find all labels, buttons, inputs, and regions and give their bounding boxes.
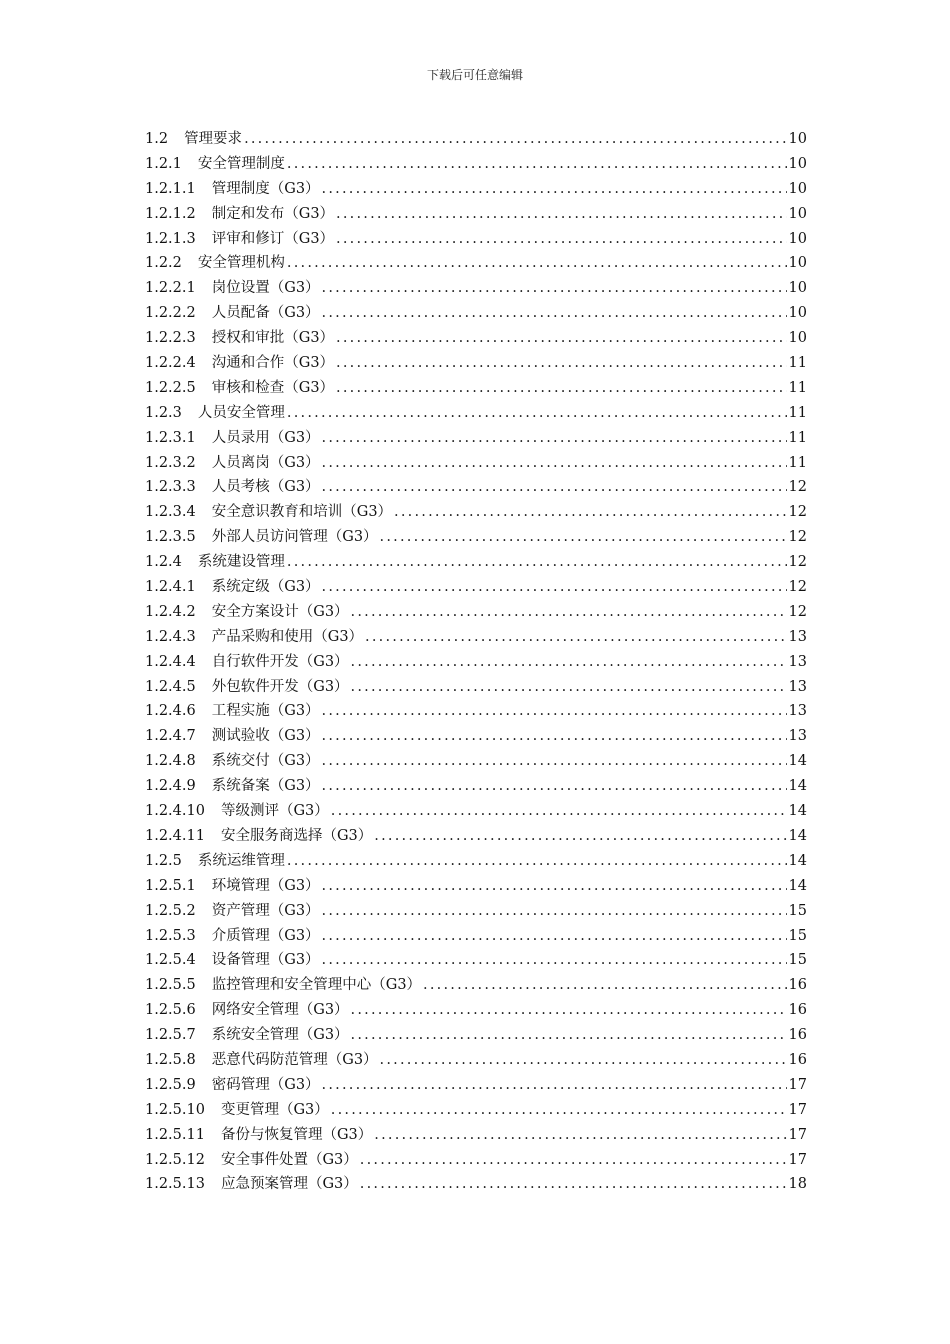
toc-dot-leader [336, 326, 787, 351]
toc-entry-title: 介质管理（G3） [211, 927, 320, 944]
toc-entry-title: 沟通和合作（G3） [211, 355, 335, 372]
toc-entry[interactable] [145, 799, 807, 824]
toc-entry-title: 应急预案管理（G3） [220, 1176, 358, 1193]
toc-entry-page: 11 [788, 379, 807, 396]
toc-entry[interactable] [145, 998, 807, 1023]
toc-entry-number: 1.2.4.11 [145, 827, 205, 844]
toc-entry[interactable] [145, 227, 807, 252]
toc-entry-number: 1.2.4.3 [145, 628, 196, 645]
toc-entry-title: 变更管理（G3） [220, 1101, 329, 1118]
toc-entry-title: 人员配备（G3） [211, 305, 320, 322]
toc-entry-title: 恶意代码防范管理（G3） [211, 1051, 378, 1068]
toc-entry[interactable] [145, 326, 807, 351]
toc-entry-title: 自行软件开发（G3） [211, 653, 349, 670]
toc-entry[interactable] [145, 774, 807, 799]
toc-entry-page: 11 [788, 454, 807, 471]
toc-entry[interactable] [145, 600, 807, 625]
toc-entry-page: 16 [788, 1051, 807, 1068]
toc-dot-leader [322, 177, 787, 202]
toc-entry-title: 系统建设管理 [197, 554, 285, 571]
toc-entry-number: 1.2.4.4 [145, 653, 196, 670]
toc-dot-leader [360, 1172, 787, 1197]
toc-entry[interactable] [145, 1073, 807, 1098]
toc-dot-leader [244, 127, 786, 152]
toc-dot-leader [322, 475, 787, 500]
toc-entry-number: 1.2.2.2 [145, 305, 196, 322]
toc-entry[interactable] [145, 202, 807, 227]
toc-entry-page: 11 [788, 429, 807, 446]
toc-entry-title: 安全管理机构 [197, 255, 285, 272]
toc-entry-title: 系统安全管理（G3） [211, 1027, 349, 1044]
toc-entry-number: 1.2 [145, 131, 169, 147]
toc-entry[interactable] [145, 973, 807, 998]
toc-entry[interactable] [145, 1098, 807, 1123]
toc-entry-page: 17 [788, 1151, 807, 1168]
toc-entry-number: 1.2.5.12 [145, 1151, 205, 1168]
toc-entry-page: 14 [788, 852, 807, 869]
toc-dot-leader [322, 724, 787, 749]
toc-dot-leader [322, 774, 787, 799]
toc-dot-leader [322, 749, 787, 774]
toc-entry[interactable] [145, 824, 807, 849]
toc-entry-page: 11 [788, 355, 807, 372]
toc-dot-leader [322, 451, 787, 476]
toc-entry-title: 设备管理（G3） [211, 952, 320, 969]
toc-entry-number: 1.2.5.11 [145, 1126, 205, 1143]
toc-entry-number: 1.2.5.7 [145, 1027, 196, 1044]
toc-dot-leader [374, 1123, 786, 1148]
toc-entry-page: 10 [788, 255, 807, 272]
toc-entry-page: 10 [788, 305, 807, 322]
toc-entry-page: 12 [788, 603, 807, 620]
toc-entry-page: 13 [788, 703, 807, 720]
toc-entry-title: 制定和发布（G3） [211, 205, 335, 222]
toc-entry[interactable] [145, 351, 807, 376]
toc-entry-title: 工程实施（G3） [211, 703, 320, 720]
toc-entry-title: 备份与恢复管理（G3） [220, 1126, 373, 1143]
toc-entry[interactable] [145, 899, 807, 924]
toc-entry[interactable] [145, 675, 807, 700]
toc-dot-leader [322, 924, 787, 949]
toc-entry-number: 1.2.1 [145, 155, 182, 172]
toc-entry-number: 1.2.5.10 [145, 1101, 205, 1118]
toc-dot-leader [287, 849, 787, 874]
toc-entry[interactable] [145, 724, 807, 749]
toc-entry-number: 1.2.3.2 [145, 454, 196, 471]
toc-entry-title: 环境管理（G3） [211, 877, 320, 894]
toc-entry-number: 1.2.4.10 [145, 803, 205, 820]
toc-entry-page: 13 [788, 678, 807, 695]
toc-dot-leader [380, 525, 787, 550]
toc-entry[interactable] [145, 475, 807, 500]
toc-dot-leader [322, 276, 787, 301]
toc-entry-number: 1.2.4.8 [145, 753, 196, 770]
toc-entry-page: 12 [788, 479, 807, 496]
toc-entry-number: 1.2.3.3 [145, 479, 196, 496]
toc-entry-number: 1.2.4.9 [145, 778, 196, 795]
toc-entry-title: 系统定级（G3） [211, 579, 320, 596]
toc-entry-number: 1.2.4.1 [145, 579, 196, 596]
toc-entry-title: 测试验收（G3） [211, 728, 320, 745]
toc-entry[interactable] [145, 1123, 807, 1148]
toc-entry-number: 1.2.5.13 [145, 1176, 205, 1193]
toc-entry-number: 1.2.5.8 [145, 1051, 196, 1068]
toc-dot-leader [322, 874, 787, 899]
toc-entry-page: 15 [788, 927, 807, 944]
toc-dot-leader [331, 799, 787, 824]
toc-entry-title: 人员考核（G3） [211, 479, 320, 496]
toc-dot-leader [322, 699, 787, 724]
toc-entry[interactable] [145, 699, 807, 724]
toc-entry-page: 17 [788, 1126, 807, 1143]
toc-entry[interactable] [145, 650, 807, 675]
toc-entry-number: 1.2.2.4 [145, 355, 196, 372]
toc-entry[interactable] [145, 127, 807, 152]
toc-entry[interactable] [145, 550, 807, 575]
toc-dot-leader [322, 575, 787, 600]
toc-entry-page: 17 [788, 1076, 807, 1093]
toc-dot-leader [322, 948, 787, 973]
toc-entry-number: 1.2.4.6 [145, 703, 196, 720]
toc-entry-page: 10 [788, 131, 807, 147]
toc-entry-title: 岗位设置（G3） [211, 280, 320, 297]
toc-dot-leader [351, 675, 787, 700]
toc-entry-title: 产品采购和使用（G3） [211, 628, 364, 645]
toc-entry[interactable] [145, 301, 807, 326]
toc-entry-title: 等级测评（G3） [220, 803, 329, 820]
toc-dot-leader [423, 973, 787, 998]
toc-entry[interactable] [145, 177, 807, 202]
toc-dot-leader [336, 227, 787, 252]
toc-entry-page: 14 [788, 877, 807, 894]
toc-entry-title: 授权和审批（G3） [211, 330, 335, 347]
toc-entry-number: 1.2.4.2 [145, 603, 196, 620]
toc-entry-number: 1.2.5 [145, 852, 182, 869]
toc-entry-page: 12 [788, 579, 807, 596]
toc-entry-number: 1.2.1.2 [145, 205, 196, 222]
toc-entry[interactable] [145, 152, 807, 177]
page-header: 下载后可任意编辑 [426, 68, 523, 82]
toc-entry-title: 安全服务商选择（G3） [220, 827, 373, 844]
toc-entry[interactable] [145, 1048, 807, 1073]
toc-dot-leader [360, 1148, 787, 1173]
toc-entry-title: 安全事件处置（G3） [220, 1151, 358, 1168]
toc-entry-title: 密码管理（G3） [211, 1076, 320, 1093]
toc-entry-title: 系统备案（G3） [211, 778, 320, 795]
toc-dot-leader [287, 550, 787, 575]
toc-entry-page: 12 [788, 529, 807, 546]
table-of-contents [145, 127, 807, 1197]
toc-entry-number: 1.2.2.1 [145, 280, 196, 297]
toc-entry[interactable] [145, 276, 807, 301]
toc-entry[interactable] [145, 924, 807, 949]
toc-entry-title: 管理要求 [184, 131, 243, 147]
toc-entry-number: 1.2.3 [145, 404, 182, 421]
toc-dot-leader [336, 351, 787, 376]
toc-entry-title: 网络安全管理（G3） [211, 1002, 349, 1019]
toc-entry-page: 11 [788, 404, 807, 421]
toc-entry-number: 1.2.5.4 [145, 952, 196, 969]
toc-entry-page: 10 [788, 230, 807, 247]
toc-entry-page: 10 [788, 155, 807, 172]
toc-entry-title: 监控管理和安全管理中心（G3） [211, 977, 422, 994]
toc-entry-number: 1.2.1.1 [145, 180, 196, 197]
toc-dot-leader [287, 401, 787, 426]
toc-dot-leader [394, 500, 787, 525]
toc-entry-page: 13 [788, 628, 807, 645]
toc-entry-number: 1.2.5.5 [145, 977, 196, 994]
toc-dot-leader [374, 824, 786, 849]
toc-entry-title: 审核和检查（G3） [211, 379, 335, 396]
toc-entry-page: 15 [788, 902, 807, 919]
toc-entry-page: 16 [788, 977, 807, 994]
toc-entry[interactable] [145, 525, 807, 550]
toc-entry-title: 资产管理（G3） [211, 902, 320, 919]
toc-entry-number: 1.2.3.4 [145, 504, 196, 521]
toc-dot-leader [351, 600, 787, 625]
toc-dot-leader [380, 1048, 787, 1073]
toc-dot-leader [336, 202, 787, 227]
toc-entry[interactable] [145, 251, 807, 276]
toc-entry-page: 12 [788, 554, 807, 571]
toc-entry-title: 系统交付（G3） [211, 753, 320, 770]
toc-entry-page: 14 [788, 753, 807, 770]
toc-dot-leader [365, 625, 787, 650]
toc-dot-leader [322, 426, 787, 451]
toc-entry[interactable] [145, 948, 807, 973]
toc-entry-page: 14 [788, 827, 807, 844]
toc-entry-number: 1.2.5.3 [145, 927, 196, 944]
toc-entry[interactable] [145, 849, 807, 874]
toc-entry-title: 安全管理制度 [197, 155, 285, 172]
toc-entry-number: 1.2.5.1 [145, 877, 196, 894]
toc-entry-title: 人员离岗（G3） [211, 454, 320, 471]
toc-dot-leader [351, 1023, 787, 1048]
toc-entry[interactable] [145, 426, 807, 451]
toc-entry[interactable] [145, 1172, 807, 1197]
toc-entry-page: 14 [788, 803, 807, 820]
toc-dot-leader [322, 1073, 787, 1098]
toc-dot-leader [351, 650, 787, 675]
toc-dot-leader [331, 1098, 787, 1123]
toc-entry[interactable] [145, 376, 807, 401]
toc-entry-number: 1.2.3.1 [145, 429, 196, 446]
toc-entry-page: 16 [788, 1002, 807, 1019]
toc-entry[interactable] [145, 575, 807, 600]
toc-entry-number: 1.2.3.5 [145, 529, 196, 546]
toc-entry-title: 评审和修订（G3） [211, 230, 335, 247]
toc-entry-title: 人员录用（G3） [211, 429, 320, 446]
toc-entry[interactable] [145, 451, 807, 476]
toc-entry[interactable] [145, 874, 807, 899]
toc-entry-page: 13 [788, 728, 807, 745]
toc-dot-leader [287, 251, 787, 276]
toc-entry-number: 1.2.2.5 [145, 379, 196, 396]
toc-entry-title: 管理制度（G3） [211, 180, 320, 197]
toc-entry-page: 14 [788, 778, 807, 795]
toc-entry-page: 16 [788, 1027, 807, 1044]
toc-entry-page: 10 [788, 280, 807, 297]
toc-dot-leader [336, 376, 787, 401]
toc-entry-page: 10 [788, 330, 807, 347]
toc-entry-number: 1.2.2.3 [145, 330, 196, 347]
toc-entry[interactable] [145, 500, 807, 525]
toc-entry-page: 12 [788, 504, 807, 521]
toc-entry-number: 1.2.5.2 [145, 902, 196, 919]
toc-entry-number: 1.2.1.3 [145, 230, 196, 247]
toc-dot-leader [322, 301, 787, 326]
toc-entry-title: 安全意识教育和培训（G3） [211, 504, 393, 521]
toc-entry-page: 17 [788, 1101, 807, 1118]
toc-entry-number: 1.2.4.7 [145, 728, 196, 745]
toc-entry-number: 1.2.5.6 [145, 1002, 196, 1019]
toc-entry-title: 安全方案设计（G3） [211, 603, 349, 620]
toc-entry-title: 人员安全管理 [197, 404, 285, 421]
toc-dot-leader [351, 998, 787, 1023]
toc-entry-page: 10 [788, 180, 807, 197]
toc-entry-title: 系统运维管理 [197, 852, 285, 869]
toc-entry-page: 10 [788, 205, 807, 222]
toc-entry-number: 1.2.5.9 [145, 1076, 196, 1093]
toc-entry[interactable] [145, 401, 807, 426]
toc-entry-title: 外部人员访问管理（G3） [211, 529, 378, 546]
toc-entry-page: 15 [788, 952, 807, 969]
toc-entry-page: 18 [788, 1176, 807, 1193]
toc-entry[interactable] [145, 1148, 807, 1173]
toc-entry[interactable] [145, 749, 807, 774]
toc-entry-page: 13 [788, 653, 807, 670]
toc-entry-title: 外包软件开发（G3） [211, 678, 349, 695]
toc-dot-leader [287, 152, 787, 177]
toc-entry[interactable] [145, 1023, 807, 1048]
toc-entry-number: 1.2.4 [145, 554, 182, 571]
toc-entry-number: 1.2.2 [145, 255, 182, 272]
toc-dot-leader [322, 899, 787, 924]
toc-entry[interactable] [145, 625, 807, 650]
toc-entry-number: 1.2.4.5 [145, 678, 196, 695]
